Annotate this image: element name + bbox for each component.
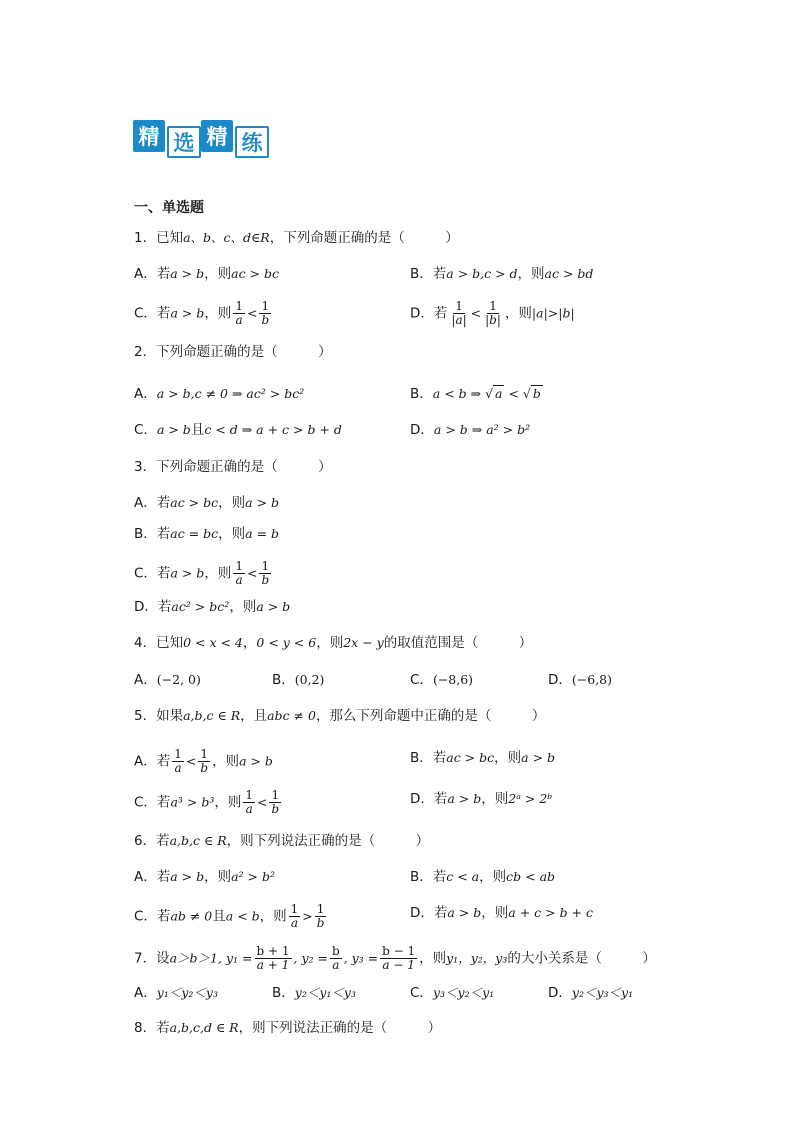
q3-c-frac-1 — [233, 560, 245, 587]
q3-c-op: < — [246, 565, 258, 581]
q7-y1: y₁ = — [225, 950, 253, 966]
q6-d-label: D．若 — [410, 905, 448, 921]
q1-c-label: C．若 — [134, 305, 171, 322]
q6-prefix: 6．若 — [134, 833, 170, 849]
q1-d-op: < — [470, 305, 482, 321]
q2-option-a — [134, 384, 304, 404]
q7-y3-den: a − 1 — [382, 958, 415, 972]
q6-b-cond: c < a — [446, 869, 480, 884]
q1-c-frac-2-num: 1 — [261, 299, 270, 313]
q7-b-label: B． — [272, 985, 295, 1001]
q1-a-cond: a > b — [170, 266, 205, 281]
q1-a-result: ac > bc — [231, 266, 280, 281]
q7-y1-num: b + 1 — [256, 944, 290, 958]
q1-d-mid: ，则 — [504, 305, 532, 322]
question-1-stem — [134, 228, 459, 248]
q7-y2: , y₂ = — [293, 950, 328, 966]
q1-c-op: < — [246, 305, 258, 321]
q5-b-cond: ac > bc — [446, 750, 495, 765]
q2-b-body: a < b ⇒ — [432, 386, 486, 401]
q5-d-result: 2ᵃ > 2ᵇ — [508, 791, 553, 806]
q5-a-frac-1 — [172, 748, 184, 775]
q1-d-frac-2-num: 1 — [489, 299, 497, 313]
question-8-stem — [134, 1018, 441, 1038]
jingxuan-jinglian-badge — [133, 120, 269, 158]
q6-c-frac-1-den: a — [290, 916, 299, 930]
q3-b-label: B．若 — [134, 526, 171, 542]
q6-a-mid: ，则 — [204, 869, 232, 885]
q7-a-label: A． — [134, 985, 157, 1001]
q1-c-frac-2-den: b — [261, 313, 270, 327]
q7-y3: , y₃ = — [343, 950, 379, 966]
q7-vars: y₁，y₂，y₃ — [446, 950, 508, 966]
q2-b-sqrt-b: b — [532, 386, 541, 401]
question-6-stem — [134, 831, 429, 851]
q5-c-frac-2-num: 1 — [271, 788, 280, 802]
q1-prefix: 1．已知 — [134, 230, 184, 246]
q6-b-result: cb < ab — [506, 869, 556, 884]
q6-c-frac-1 — [289, 903, 301, 930]
q4-option-d — [548, 670, 612, 690]
q7-y2-den: a — [332, 958, 340, 972]
q8-prefix: 8．若 — [134, 1020, 170, 1036]
q1-d-frac-1-den: |a| — [451, 313, 467, 327]
q6-a-label: A．若 — [134, 869, 171, 885]
q3-c-frac-2-num: 1 — [261, 559, 270, 573]
q5-c-cond: a³ > b³ — [170, 794, 215, 810]
question-4-stem — [134, 633, 532, 653]
q6-d-mid: ，则 — [481, 905, 509, 921]
q6-b-mid: ，则 — [479, 869, 507, 885]
q6-c-and: 且 — [212, 908, 226, 925]
q7-y1-den: a + 1 — [256, 958, 290, 972]
q4-cond-1: 0 < x < 4 — [183, 635, 243, 650]
q7-d-value: y₂＜y₃＜y₁ — [571, 985, 634, 1000]
q1-d-frac-2 — [483, 300, 503, 327]
q7-option-b — [272, 983, 356, 1003]
q3-option-b — [134, 524, 279, 544]
q6-c-frac-2-den: b — [316, 916, 325, 930]
q7-cond: a＞b＞1 — [169, 950, 219, 966]
q3-b-result: a = b — [245, 526, 280, 541]
q7-mid: ，则 — [419, 950, 447, 967]
q5-suffix: ，那么下列命题中正确的是（ ） — [315, 708, 546, 724]
q6-option-c — [134, 903, 328, 930]
question-5-stem — [134, 706, 545, 726]
q3-d-result: a > b — [256, 599, 291, 614]
q5-c-label: C．若 — [134, 794, 171, 811]
q4-expr: 2x − y — [343, 635, 384, 650]
q5-a-label: A．若 — [134, 753, 171, 770]
q5-b-result: a > b — [521, 750, 556, 765]
q1-c-mid: ，则 — [204, 305, 232, 322]
q2-b-sqrt-a: a — [495, 386, 503, 401]
badge-char-1: 精 — [133, 120, 165, 152]
q1-a-label: A．若 — [134, 266, 171, 282]
q5-prefix: 5．如果 — [134, 708, 184, 724]
q6-c-frac-2-num: 1 — [316, 902, 325, 916]
q4-c-value: (−8,6) — [432, 672, 474, 687]
q1-b-mid: ，则 — [517, 266, 545, 282]
q4-b-label: B． — [272, 672, 295, 688]
q8-suffix: ，则下列说法正确的是（ ） — [238, 1020, 442, 1036]
q1-vars: a、b、c、d∈R — [183, 230, 270, 245]
q5-a-frac-2-num: 1 — [200, 747, 209, 761]
q2-c-body-1: a > b — [156, 422, 191, 437]
q5-c-frac-2-den: b — [271, 802, 280, 816]
q3-c-mid: ，则 — [204, 565, 232, 582]
q4-cond-2: 0 < y < 6 — [256, 635, 317, 650]
q5-option-b — [410, 748, 555, 768]
q2-d-body: a > b ⇒ a² > b² — [433, 422, 531, 437]
q3-c-frac-2-den: b — [261, 573, 270, 587]
q5-a-result: a > b — [239, 753, 273, 769]
q1-c-frac-1-den: a — [235, 313, 243, 327]
q2-a-label: A． — [134, 386, 157, 402]
q1-a-mid: ，则 — [204, 266, 232, 282]
question-3-stem: 3．下列命题正确的是（ ） — [134, 459, 332, 475]
q6-d-cond: a > b — [447, 905, 482, 920]
q1-b-result: ac > bd — [544, 266, 594, 281]
q2-c-and: 且 — [190, 422, 205, 438]
q6-suffix: ，则下列说法正确的是（ ） — [226, 833, 430, 849]
q4-d-label: D． — [548, 672, 572, 688]
q3-a-mid: ，则 — [218, 495, 246, 511]
q1-suffix: ，下列命题正确的是（ ） — [269, 230, 459, 246]
q7-y2-frac — [330, 945, 342, 972]
q2-a-body: a > b,c ≠ 0 ⇒ ac² > bc² — [156, 386, 305, 401]
q1-c-frac-1-num: 1 — [235, 299, 243, 313]
q7-option-c — [410, 983, 494, 1003]
q7-d-label: D． — [548, 985, 572, 1001]
q7-c-label: C． — [410, 985, 433, 1001]
q5-c-frac-1 — [243, 789, 255, 816]
q2-b-label: B． — [410, 386, 433, 402]
q3-c-cond: a > b — [170, 565, 205, 581]
q7-option-a — [134, 983, 218, 1003]
q1-b-label: B．若 — [410, 266, 447, 282]
q3-d-cond: ac² > bc² — [171, 599, 230, 614]
q3-c-frac-1-den: a — [235, 573, 243, 587]
badge-char-4: 练 — [235, 126, 269, 158]
q5-mid: ，且 — [240, 708, 268, 724]
q7-suffix: 的大小关系是（ ） — [507, 950, 656, 967]
q1-b-cond: a > b,c > d — [446, 266, 518, 281]
q7-prefix: 7．设 — [134, 950, 170, 967]
q3-d-mid: ，则 — [229, 599, 257, 615]
q6-b-label: B．若 — [410, 869, 447, 885]
q3-c-label: C．若 — [134, 565, 171, 582]
q7-y2-num: b — [331, 944, 340, 958]
q2-c-body-2: c < d ⇒ a + c > b + d — [204, 422, 342, 437]
q1-c-frac-2 — [259, 300, 271, 327]
q3-b-cond: ac = bc — [170, 526, 219, 541]
q6-c-mid: ，则 — [259, 908, 287, 925]
q4-option-b — [272, 670, 324, 690]
q5-vars: a,b,c ∈ R — [183, 708, 241, 723]
q4-a-label: A． — [134, 672, 157, 688]
q2-option-d — [410, 420, 530, 440]
q2-option-c — [134, 420, 342, 440]
q6-c-op: > — [302, 908, 313, 924]
q1-option-a — [134, 264, 279, 284]
q1-d-frac-1-num: 1 — [455, 299, 463, 313]
q2-c-label: C． — [134, 422, 157, 438]
q1-d-frac-1 — [449, 300, 468, 327]
q4-d-value: (−6,8) — [571, 672, 613, 687]
q2-d-label: D． — [410, 422, 434, 438]
q5-d-label: D．若 — [410, 791, 448, 807]
q5-a-frac-1-num: 1 — [174, 747, 182, 761]
q3-b-mid: ，则 — [218, 526, 246, 542]
q5-option-a — [134, 748, 273, 775]
q1-d-result: |a|>|b| — [531, 305, 575, 321]
q7-y1-frac — [255, 945, 292, 972]
badge-char-3: 精 — [201, 120, 233, 152]
q5-b-label: B．若 — [410, 750, 447, 766]
q3-c-frac-1-num: 1 — [235, 559, 243, 573]
q1-c-frac-1 — [233, 300, 245, 327]
q5-b-mid: ，则 — [494, 750, 522, 766]
q5-option-d — [410, 789, 552, 809]
q6-option-d — [410, 903, 593, 923]
badge-char-2: 选 — [167, 126, 201, 158]
q5-a-op: < — [185, 753, 197, 769]
q2-b-op: < — [504, 386, 523, 401]
q6-option-a — [134, 867, 275, 887]
q5-a-frac-1-den: a — [174, 761, 182, 775]
q7-b-value: y₂＜y₁＜y₃ — [294, 985, 356, 1000]
q1-option-d — [410, 300, 575, 327]
q3-d-label: D．若 — [134, 599, 172, 615]
q4-mid: ，则 — [316, 635, 344, 651]
q1-d-label: D．若 — [410, 305, 448, 322]
q4-option-c — [410, 670, 473, 690]
q4-option-a — [134, 670, 201, 690]
q5-a-frac-2 — [198, 748, 210, 775]
q4-prefix: 4．已知 — [134, 635, 184, 651]
q5-c-op: < — [256, 794, 268, 810]
q7-option-d — [548, 983, 633, 1003]
question-7-stem: 7．设a＞b＞1, y₁ = $\frac{b + 1}{a + 1}$ , y₂ = $\frac{b}{a}$ , y₃ = $\frac{b - 1}{a - 1}$ ，则y₁，y₂，y₃的大小关系是（ ） — [134, 944, 656, 972]
q4-c-label: C． — [410, 672, 433, 688]
q6-a-result: a² > b² — [231, 869, 276, 884]
q3-a-result: a > b — [245, 495, 280, 510]
q4-suffix: 的取值范围是（ ） — [383, 635, 533, 651]
q5-c-mid: ，则 — [214, 794, 242, 811]
section-title: 一、单选题 — [134, 200, 204, 216]
q1-c-cond: a > b — [170, 305, 205, 321]
q7-c-value: y₃＜y₂＜y₁ — [432, 985, 495, 1000]
q3-option-c — [134, 560, 273, 587]
q6-c-frac-1-num: 1 — [290, 902, 299, 916]
q6-c-cond-2: a < b — [225, 908, 260, 924]
q5-a-frac-2-den: b — [200, 761, 209, 775]
q5-c-frac-1-num: 1 — [245, 788, 253, 802]
q6-c-frac-2 — [315, 903, 327, 930]
q7-a-value: y₁＜y₂＜y₃ — [156, 985, 218, 1000]
q6-a-cond: a > b — [170, 869, 205, 884]
q5-c-frac-2 — [269, 789, 281, 816]
q5-cond: abc ≠ 0 — [267, 708, 316, 723]
q5-d-cond: a > b — [447, 791, 482, 806]
q6-vars: a,b,c ∈ R — [169, 833, 227, 848]
q5-option-c — [134, 789, 283, 816]
q5-a-mid: ，则 — [212, 753, 240, 770]
q7-y3-frac — [380, 945, 417, 972]
q1-option-c — [134, 300, 273, 327]
q6-d-result: a + c > b + c — [508, 905, 593, 920]
q3-a-label: A．若 — [134, 495, 171, 511]
q4-a-value: (−2, 0) — [156, 672, 201, 687]
q6-c-label: C．若 — [134, 908, 171, 925]
question-2-stem: 2．下列命题正确的是（ ） — [134, 344, 332, 360]
q6-c-cond-1: ab ≠ 0 — [170, 908, 213, 924]
q1-option-b — [410, 264, 593, 284]
q5-d-mid: ，则 — [481, 791, 509, 807]
q1-d-frac-2-den: |b| — [485, 313, 501, 327]
q2-option-b: B．a < b ⇒ √ a < √ b — [410, 386, 541, 402]
q8-vars: a,b,c,d ∈ R — [169, 1020, 239, 1035]
q3-a-cond: ac > bc — [170, 495, 219, 510]
q3-c-frac-2 — [259, 560, 271, 587]
q3-option-a — [134, 493, 279, 513]
q4-b-value: (0,2) — [294, 672, 325, 687]
q4-sep: ， — [242, 635, 257, 651]
q7-y3-num: b − 1 — [382, 944, 416, 958]
q3-option-d — [134, 597, 290, 617]
q6-option-b — [410, 867, 555, 887]
q5-c-frac-1-den: a — [245, 802, 253, 816]
